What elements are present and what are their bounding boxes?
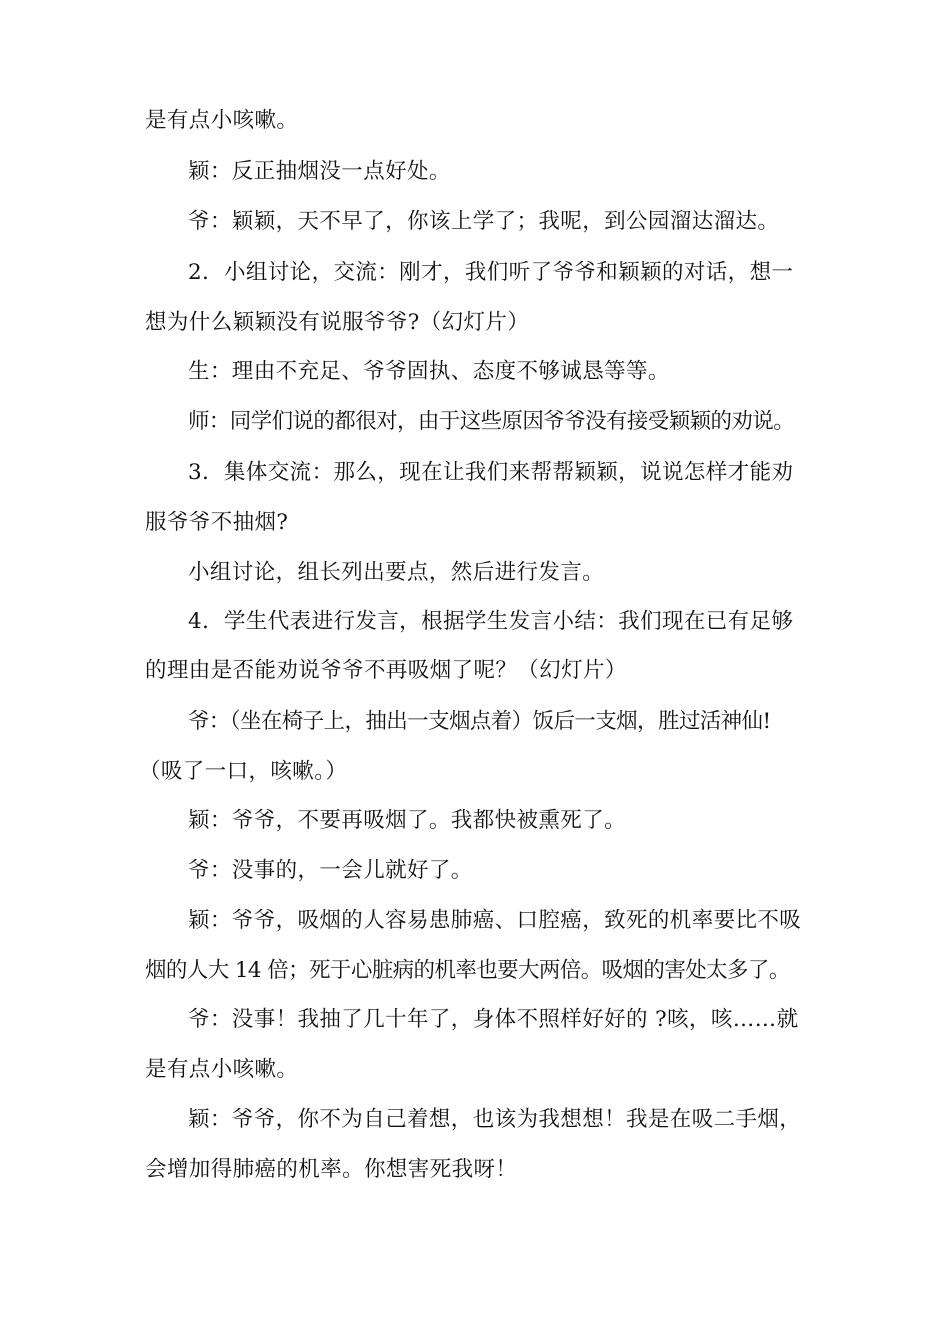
text-line: 是有点小咳嗽。: [145, 108, 299, 133]
text-line: 爷：没事！我抽了几十年了，身体不照样好好的 ?咳，咳……就: [188, 1007, 799, 1032]
text-line: 爷：没事的，一会儿就好了。: [188, 858, 473, 883]
text-line: 小组讨论，组长列出要点，然后进行发言。: [188, 560, 605, 585]
text-line: 颖：反正抽烟没一点好处。: [188, 159, 451, 184]
text-line: 颖：爷爷，吸烟的人容易患肺癌、口腔癌，致死的机率要比不吸: [188, 908, 802, 933]
text-line: 3．集体交流：那么，现在让我们来帮帮颖颖，说说怎样才能劝: [188, 460, 794, 485]
text-line: 颖：爷爷，你不为自己着想，也该为我想想！我是在吸二手烟，: [188, 1107, 802, 1132]
text-line: 爷：（坐在椅子上，抽出一支烟点着）饭后一支烟，胜过活神仙!: [188, 709, 771, 734]
text-line: 颖：爷爷，不要再吸烟了。我都快被熏死了。: [188, 808, 627, 833]
text-line: 爷：颖颖，天不早了，你该上学了；我呢，到公园溜达溜达。: [188, 209, 780, 234]
text-line: 师：同学们说的都很对，由于这些原因爷爷没有接受颖颖的劝说。: [188, 409, 795, 434]
text-line: 想为什么颖颖没有说服爷爷?（幻灯片）: [145, 310, 530, 335]
text-line: （吸了一口，咳嗽。）: [139, 759, 348, 784]
text-line: 服爷爷不抽烟?: [145, 510, 289, 535]
text-line: 2．小组讨论，交流：刚才，我们听了爷爷和颖颖的对话，想一: [188, 260, 794, 285]
text-line: 生：理由不充足、爷爷固执、态度不够诚恳等等。: [188, 359, 670, 384]
text-line: 烟的人大 14 倍；死于心脏病的机率也要大两倍。吸烟的害处太多了。: [145, 958, 790, 983]
text-line: 会增加得肺癌的机率。你想害死我呀！: [145, 1157, 518, 1182]
text-line: 4．学生代表进行发言，根据学生发言小结：我们现在已有足够: [188, 609, 794, 634]
text-line: 的理由是否能劝说爷爷不再吸烟了呢？（幻灯片）: [145, 658, 627, 683]
text-line: 是有点小咳嗽。: [145, 1057, 299, 1082]
